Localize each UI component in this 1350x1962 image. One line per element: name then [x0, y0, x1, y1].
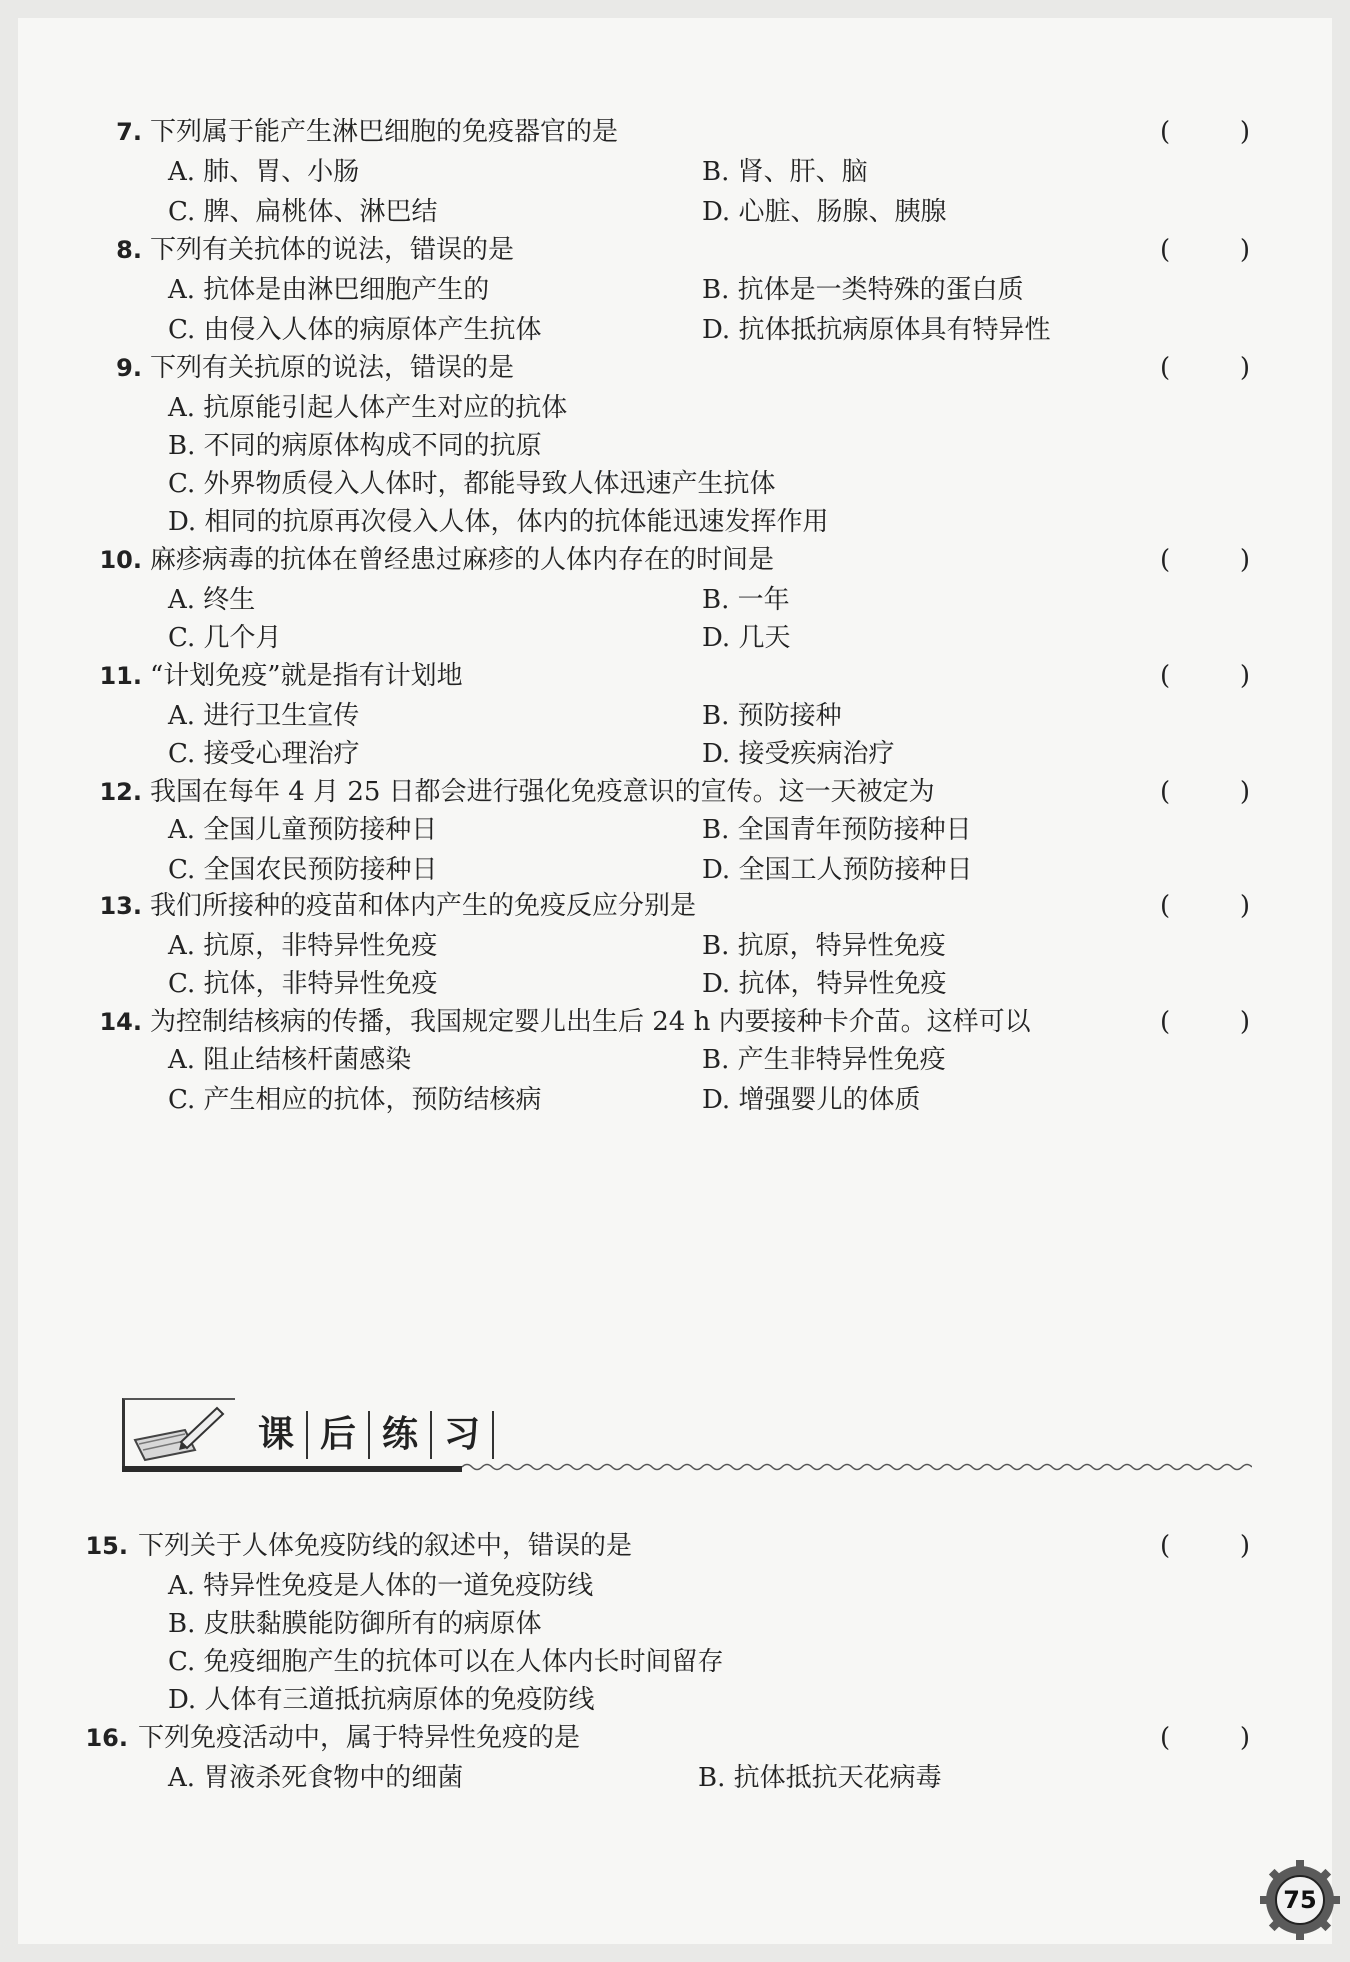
option-a: A. 抗原能引起人体产生对应的抗体	[168, 393, 568, 423]
section-title-char: 习	[432, 1411, 494, 1459]
option-a: A. 阻止结核杆菌感染	[168, 1045, 412, 1075]
option-c: C. 免疫细胞产生的抗体可以在人体内长时间留存	[168, 1647, 724, 1677]
option-c: C. 几个月	[168, 623, 282, 653]
option-b: B. 抗体是一类特殊的蛋白质	[702, 275, 1024, 305]
answer-bracket[interactable]: ( )	[1160, 777, 1250, 807]
question-text: 麻疹病毒的抗体在曾经患过麻疹的人体内存在的时间是	[150, 545, 775, 575]
answer-bracket[interactable]: ( )	[1160, 1531, 1250, 1561]
option-d: D. 抗体抵抗病原体具有特异性	[702, 315, 1051, 345]
question-16	[18, 1716, 1332, 1760]
option-d: D. 几天	[702, 623, 791, 653]
question-number: 8.	[116, 236, 142, 264]
question-text: 为控制结核病的传播，我国规定婴儿出生后 24 h 内要接种卡介苗。这样可以	[150, 1007, 1031, 1037]
option-a: A. 终生	[168, 585, 256, 615]
option-b: B. 皮肤黏膜能防御所有的病原体	[168, 1609, 542, 1639]
option-b: B. 预防接种	[702, 701, 842, 731]
question-number: 13.	[99, 892, 142, 920]
option-d: D. 心脏、肠腺、胰腺	[702, 197, 947, 227]
option-d: D. 接受疾病治疗	[702, 739, 895, 769]
question-number: 9.	[116, 354, 142, 382]
banner-underline	[122, 1466, 462, 1472]
section-title-char: 练	[370, 1411, 432, 1459]
answer-bracket[interactable]: ( )	[1160, 235, 1250, 265]
option-d: D. 增强婴儿的体质	[702, 1085, 921, 1115]
page-number: 75	[1283, 1886, 1317, 1914]
question-15	[18, 1524, 1332, 1568]
workbook-page	[18, 18, 1332, 1944]
question-7	[18, 110, 1332, 154]
pen-notebook-icon	[122, 1398, 235, 1470]
question-text: 下列有关抗原的说法，错误的是	[150, 353, 515, 383]
answer-bracket[interactable]: ( )	[1160, 661, 1250, 691]
option-d: D. 人体有三道抵抗病原体的免疫防线	[168, 1685, 595, 1715]
option-c: C. 接受心理治疗	[168, 739, 360, 769]
section-title-char: 后	[308, 1411, 370, 1459]
option-b: B. 全国青年预防接种日	[702, 815, 972, 845]
option-c: C. 脾、扁桃体、淋巴结	[168, 197, 438, 227]
question-13	[18, 884, 1332, 928]
wavy-divider	[462, 1460, 1252, 1474]
option-d: D. 全国工人预防接种日	[702, 855, 973, 885]
question-8	[18, 228, 1332, 272]
section-title-char: 课	[246, 1411, 308, 1459]
option-d: D. 抗体，特异性免疫	[702, 969, 947, 999]
option-b: B. 一年	[702, 585, 790, 615]
option-a: A. 进行卫生宣传	[168, 701, 360, 731]
question-text: 下列免疫活动中，属于特异性免疫的是	[138, 1723, 581, 1753]
question-text: 下列关于人体免疫防线的叙述中，错误的是	[138, 1531, 633, 1561]
option-c: C. 外界物质侵入人体时，都能导致人体迅速产生抗体	[168, 469, 776, 499]
question-number: 7.	[116, 118, 142, 146]
option-b: B. 不同的病原体构成不同的抗原	[168, 431, 542, 461]
question-11	[18, 654, 1332, 698]
option-b: B. 肾、肝、脑	[702, 157, 868, 187]
answer-bracket[interactable]: ( )	[1160, 117, 1250, 147]
answer-bracket[interactable]: ( )	[1160, 1723, 1250, 1753]
option-a: A. 肺、胃、小肠	[168, 157, 360, 187]
option-a: A. 特异性免疫是人体的一道免疫防线	[168, 1571, 594, 1601]
answer-bracket[interactable]: ( )	[1160, 545, 1250, 575]
question-number: 14.	[99, 1008, 142, 1036]
question-9	[18, 346, 1332, 390]
page-number-badge	[1258, 1858, 1342, 1942]
option-b: B. 抗体抵抗天花病毒	[698, 1763, 942, 1793]
question-text: 我国在每年 4 月 25 日都会进行强化免疫意识的宣传。这一天被定为	[150, 777, 935, 807]
question-text: 下列有关抗体的说法，错误的是	[150, 235, 515, 265]
option-c: C. 由侵入人体的病原体产生抗体	[168, 315, 542, 345]
option-a: A. 全国儿童预防接种日	[168, 815, 438, 845]
option-a: A. 胃液杀死食物中的细菌	[168, 1763, 464, 1793]
question-text: 下列属于能产生淋巴细胞的免疫器官的是	[150, 117, 619, 147]
option-c: C. 抗体，非特异性免疫	[168, 969, 438, 999]
question-number: 16.	[85, 1724, 128, 1752]
answer-bracket[interactable]: ( )	[1160, 891, 1250, 921]
answer-bracket[interactable]: ( )	[1160, 353, 1250, 383]
question-10	[18, 538, 1332, 582]
option-c: C. 产生相应的抗体，预防结核病	[168, 1085, 542, 1115]
option-c: C. 全国农民预防接种日	[168, 855, 438, 885]
section-banner	[122, 1398, 1252, 1478]
question-number: 11.	[99, 662, 142, 690]
section-title	[246, 1406, 494, 1464]
option-b: B. 产生非特异性免疫	[702, 1045, 946, 1075]
question-number: 15.	[85, 1532, 128, 1560]
option-a: A. 抗体是由淋巴细胞产生的	[168, 275, 490, 305]
question-number: 10.	[99, 546, 142, 574]
answer-bracket[interactable]: ( )	[1160, 1007, 1250, 1037]
option-a: A. 抗原，非特异性免疫	[168, 931, 438, 961]
question-number: 12.	[99, 778, 142, 806]
question-text: 我们所接种的疫苗和体内产生的免疫反应分别是	[150, 891, 697, 921]
option-d: D. 相同的抗原再次侵入人体，体内的抗体能迅速发挥作用	[168, 507, 829, 537]
question-text: “计划免疫”就是指有计划地	[150, 661, 463, 691]
option-b: B. 抗原，特异性免疫	[702, 931, 946, 961]
